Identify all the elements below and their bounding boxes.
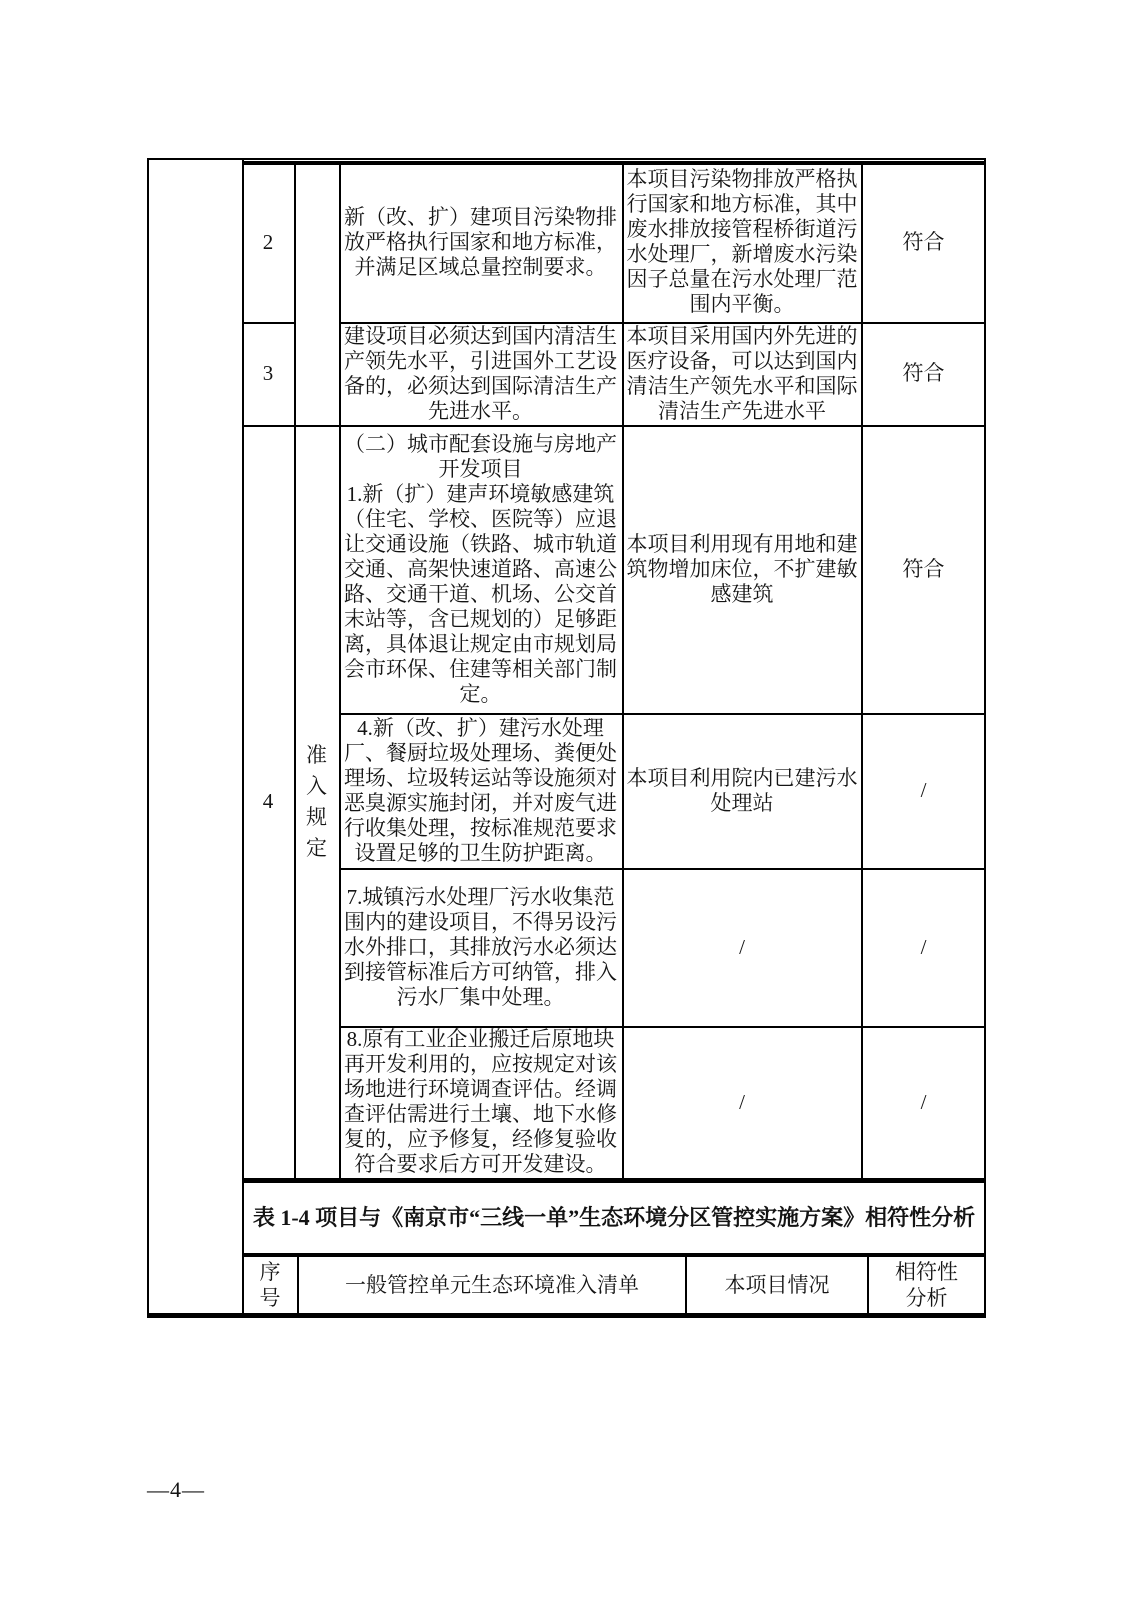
- compliance-cell: /: [920, 778, 927, 802]
- requirement-cell: [339, 1026, 622, 1178]
- requirement-text: 建设项目必须达到国内清洁生产领先水平，引进国外工艺设备的，必须达到国际清洁生产先进水平。: [344, 323, 617, 423]
- project-situation-cell: [622, 425, 862, 713]
- row-number: 3: [262, 361, 274, 385]
- compliance-cell: /: [920, 934, 927, 959]
- column-header-seq: 序号: [259, 1260, 281, 1310]
- category-vertical-text: 准入规定: [306, 742, 327, 860]
- requirement-cell: [339, 425, 622, 713]
- category-cell: [294, 425, 339, 1178]
- project-situation-text: 本项目采用国内外先进的医疗设备，可以达到国内清洁生产领先水平和国际清洁生产先进水平: [626, 323, 858, 423]
- compliance-cell: /: [920, 1089, 927, 1114]
- compliance-cell: 符合: [902, 556, 945, 581]
- compliance-cell: 符合: [902, 361, 945, 385]
- requirement-cell: [339, 322, 622, 425]
- requirement-text: 7.城镇污水处理厂污水收集范围内的建设项目，不得另设污水外排口，其排放污水必须达到接管标准后方可纳管，排入污水厂集中处理。: [344, 884, 617, 1009]
- requirement-cell: [339, 868, 622, 1026]
- table-border: [147, 1313, 986, 1318]
- column-header-compliance: 相符性分析: [895, 1260, 958, 1310]
- project-situation-cell: [622, 713, 862, 868]
- table-border: [147, 158, 986, 160]
- project-situation-cell: /: [739, 934, 745, 959]
- page-number: —4—: [147, 1477, 205, 1502]
- project-situation-text: 本项目利用院内已建污水处理站: [626, 765, 858, 815]
- requirement-text: 4.新（改、扩）建污水处理厂、餐厨垃圾处理场、粪便处理场、垃圾转运站等设施须对恶臭源实施封闭，并对废气进行收集处理，按标准规范要求设置足够的卫生防护距离。: [344, 715, 617, 865]
- row-number: 2: [262, 229, 274, 254]
- project-situation-cell: /: [739, 1089, 745, 1114]
- project-situation-text: 本项目污染物排放严格执行国家和地方标准，其中废水排放接管程桥街道污水处理厂，新增废水污染因子总量在污水处理厂范围内平衡。: [626, 167, 858, 316]
- project-situation-cell: [622, 322, 862, 425]
- table-caption: 表 1-4 项目与《南京市“三线一单”生态环境分区管控实施方案》相符性分析: [252, 1205, 976, 1230]
- requirement-cell: [339, 162, 622, 322]
- requirement-heading: （二）城市配套设施与房地产开发项目: [344, 431, 617, 481]
- column-header-admittance-list: 一般管控单元生态环境准入清单: [345, 1273, 639, 1297]
- requirement-text: 1.新（扩）建声环境敏感建筑（住宅、学校、医院等）应退让交通设施（铁路、城市轨道交通、高架快速道路、高速公路、交通干道、机场、公交首末站等，含已规划的）足够距离，具体退让规定由市规划局会市环保、住建等相关部门制定。: [344, 481, 617, 706]
- compliance-cell: 符合: [902, 229, 945, 254]
- requirement-text: 8.原有工业企业搬迁后原地块再开发利用的，应按规定对该场地进行环境调查评估。经调查评估需进行土壤、地下水修复的，应予修复，经修复验收符合要求后方可开发建设。: [344, 1027, 617, 1176]
- requirement-cell: [339, 713, 622, 868]
- project-situation-text: 本项目利用现有用地和建筑物增加床位，不扩建敏感建筑: [626, 531, 858, 606]
- project-situation-cell: [622, 162, 862, 322]
- table-border: [147, 158, 149, 1317]
- row-number: 4: [262, 789, 274, 813]
- requirement-text: 新（改、扩）建项目污染物排放严格执行国家和地方标准，并满足区域总量控制要求。: [344, 204, 617, 279]
- column-header-project-situation: 本项目情况: [724, 1273, 830, 1297]
